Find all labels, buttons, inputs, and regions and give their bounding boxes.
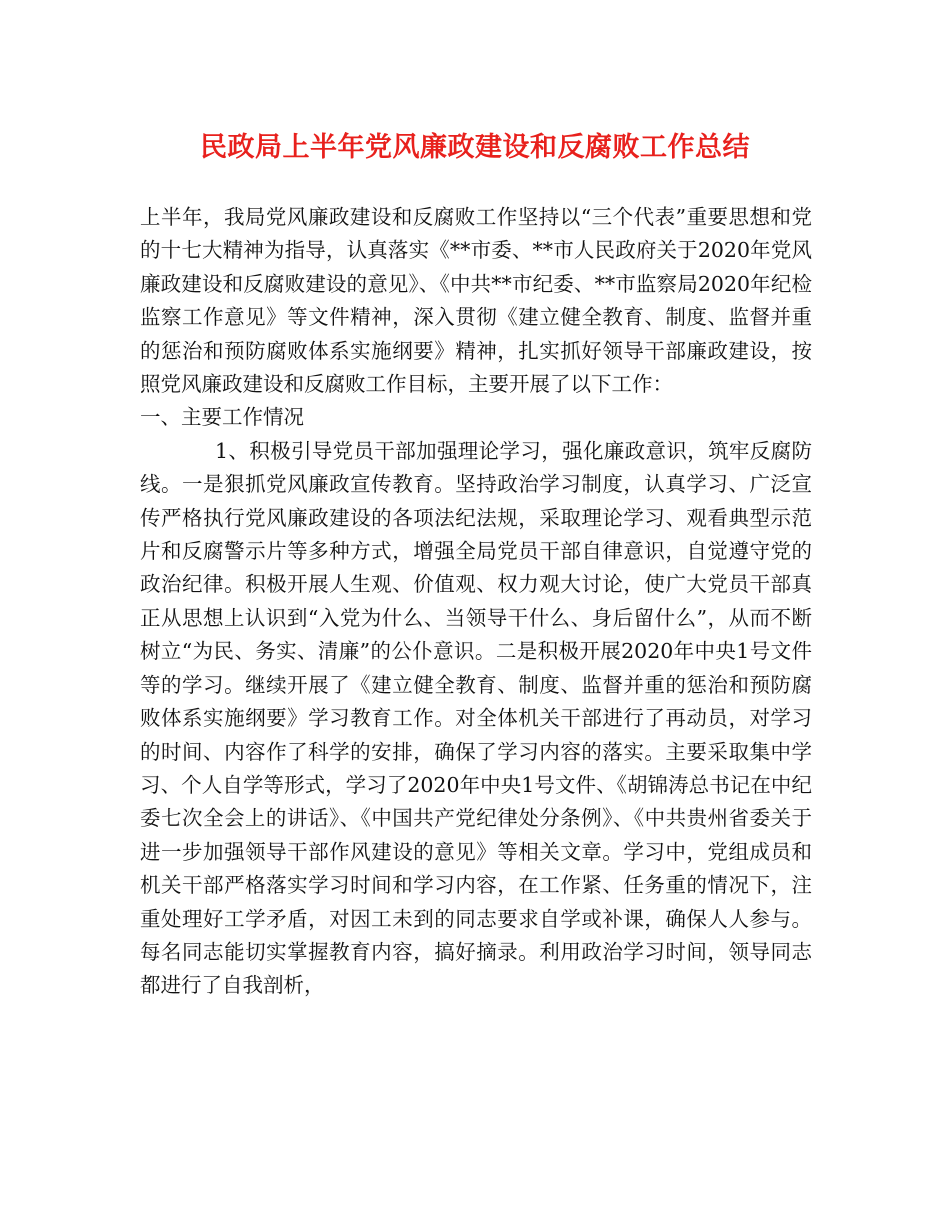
document-body bbox=[140, 201, 812, 1003]
section-heading: 一、主要工作情况 bbox=[140, 405, 304, 430]
intro-paragraph: 上半年，我局党风廉政建设和反腐败工作坚持以“三个代表”重要思想和党的十七大精神为指导，认真落实《**市委、**市人民政府关于2020年党风廉政建设和反腐败建设的意见》、《中共**市纪委、**市监察局2020年纪检监察工作意见》等文件精神，深入贯彻《建立健全教育、制度、监督并重的惩治和预防腐败体系实施纲要》精神，扎实抓好领导干部廉政建设，按照党风廉政建设和反腐败工作目标，主要开展了以下工作： bbox=[140, 205, 812, 397]
document-title: 民政局上半年党风廉政建设和反腐败工作总结 bbox=[200, 132, 750, 163]
section-paragraph: 1、积极引导党员干部加强理论学习，强化廉政意识，筑牢反腐防线。一是狠抓党风廉政宣传教育。坚持政治学习制度，认真学习、广泛宣传严格执行党风廉政建设的各项法纪法规，采取理论学习、观看典型示范片和反腐警示片等多种方式，增强全局党员干部自律意识，自觉遵守党的政治纪律。积极开展人生观、价值观、权力观大讨论，使广大党员干部真正从思想上认识到“入党为什么、当领导干什么、身后留什么”，从而不断树立“为民、务实、清廉”的公仆意识。二是积极开展2020年中央1号文件等的学习。继续开展了《建立健全教育、制度、监督并重的惩治和预防腐败体系实施纲要》学习教育工作。对全体机关干部进行了再动员，对学习的时间、内容作了科学的安排，确保了学习内容的落实。主要采取集中学习、个人自学等形式，学习了2020年中央1号文件、《胡锦涛总书记在中纪委七次全会上的讲话》、《中国共产党纪律处分条例》、《中共贵州省委关于进一步加强领导干部作风建设的意见》等相关文章。学习中，党组成员和机关干部严格落实学习时间和学习内容，在工作紧、任务重的情况下，注重处理好工学矛盾，对因工未到的同志要求自学或补课，确保人人参与。每名同志能切实掌握教育内容，搞好摘录。利用政治学习时间，领导同志都进行了自我剖析， bbox=[140, 438, 812, 998]
